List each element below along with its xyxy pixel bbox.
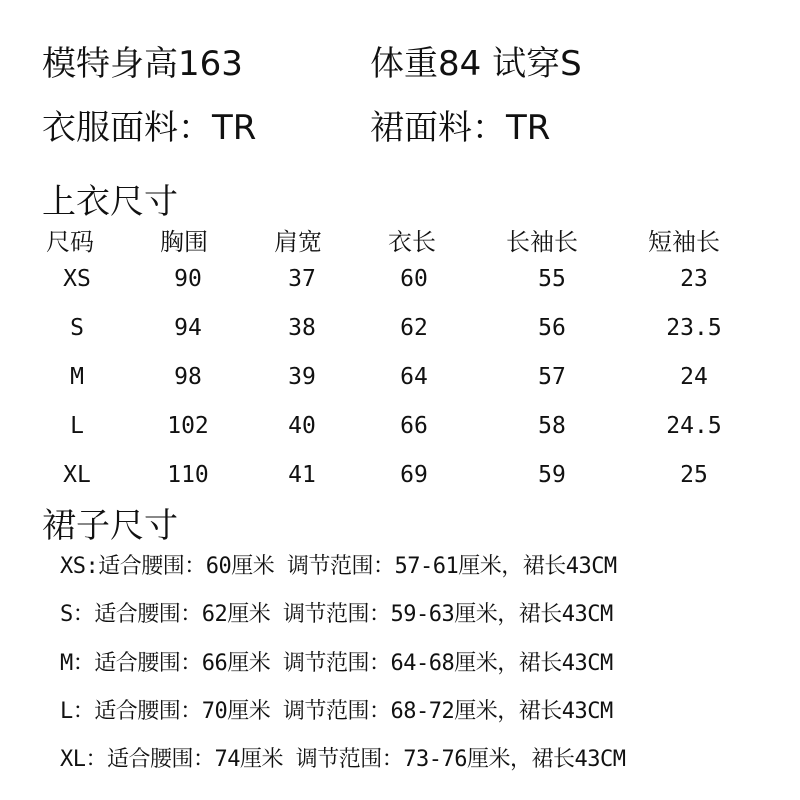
model-weight-size: 体重84 试穿S bbox=[370, 44, 582, 84]
header-long-sleeve: 长袖长 bbox=[506, 228, 578, 256]
cell-bust: 94 bbox=[174, 315, 202, 341]
skirt-size-title: 裙子尺寸 bbox=[42, 506, 178, 546]
cell-shoulder: 38 bbox=[288, 315, 316, 341]
cell-size: S bbox=[70, 315, 84, 341]
cell-bust: 98 bbox=[174, 364, 202, 390]
cell-long-sleeve: 58 bbox=[538, 413, 566, 439]
cell-size: XL bbox=[63, 462, 91, 488]
cell-shoulder: 41 bbox=[288, 462, 316, 488]
clothes-fabric: 衣服面料：TR bbox=[42, 108, 257, 148]
header-length: 衣长 bbox=[388, 228, 436, 256]
cell-bust: 110 bbox=[167, 462, 209, 488]
cell-shoulder: 39 bbox=[288, 364, 316, 390]
cell-length: 66 bbox=[400, 413, 428, 439]
list-item: M：适合腰围：66厘米 调节范围：64-68厘米，裙长43CM bbox=[60, 651, 613, 676]
cell-short-sleeve: 25 bbox=[680, 462, 708, 488]
header-bust: 胸围 bbox=[160, 228, 208, 256]
model-height: 模特身高163 bbox=[42, 44, 243, 84]
cell-size: L bbox=[70, 413, 84, 439]
list-item: XL：适合腰围：74厘米 调节范围：73-76厘米，裙长43CM bbox=[60, 747, 626, 772]
top-size-title: 上衣尺寸 bbox=[42, 182, 178, 222]
cell-length: 64 bbox=[400, 364, 428, 390]
cell-length: 69 bbox=[400, 462, 428, 488]
cell-long-sleeve: 59 bbox=[538, 462, 566, 488]
cell-long-sleeve: 55 bbox=[538, 266, 566, 292]
cell-size: XS bbox=[63, 266, 91, 292]
list-item: S：适合腰围：62厘米 调节范围：59-63厘米，裙长43CM bbox=[60, 602, 613, 627]
cell-size: M bbox=[70, 364, 84, 390]
cell-shoulder: 37 bbox=[288, 266, 316, 292]
list-item: L：适合腰围：70厘米 调节范围：68-72厘米，裙长43CM bbox=[60, 699, 613, 724]
cell-bust: 102 bbox=[167, 413, 209, 439]
cell-short-sleeve: 24.5 bbox=[666, 413, 722, 439]
cell-long-sleeve: 56 bbox=[538, 315, 566, 341]
header-short-sleeve: 短袖长 bbox=[648, 228, 720, 256]
cell-shoulder: 40 bbox=[288, 413, 316, 439]
header-shoulder: 肩宽 bbox=[274, 228, 322, 256]
header-size: 尺码 bbox=[46, 228, 94, 256]
list-item: XS:适合腰围：60厘米 调节范围：57-61厘米，裙长43CM bbox=[60, 554, 617, 579]
cell-short-sleeve: 23 bbox=[680, 266, 708, 292]
cell-length: 60 bbox=[400, 266, 428, 292]
skirt-fabric: 裙面料：TR bbox=[370, 108, 551, 148]
cell-bust: 90 bbox=[174, 266, 202, 292]
cell-short-sleeve: 23.5 bbox=[666, 315, 722, 341]
cell-length: 62 bbox=[400, 315, 428, 341]
cell-short-sleeve: 24 bbox=[680, 364, 708, 390]
cell-long-sleeve: 57 bbox=[538, 364, 566, 390]
